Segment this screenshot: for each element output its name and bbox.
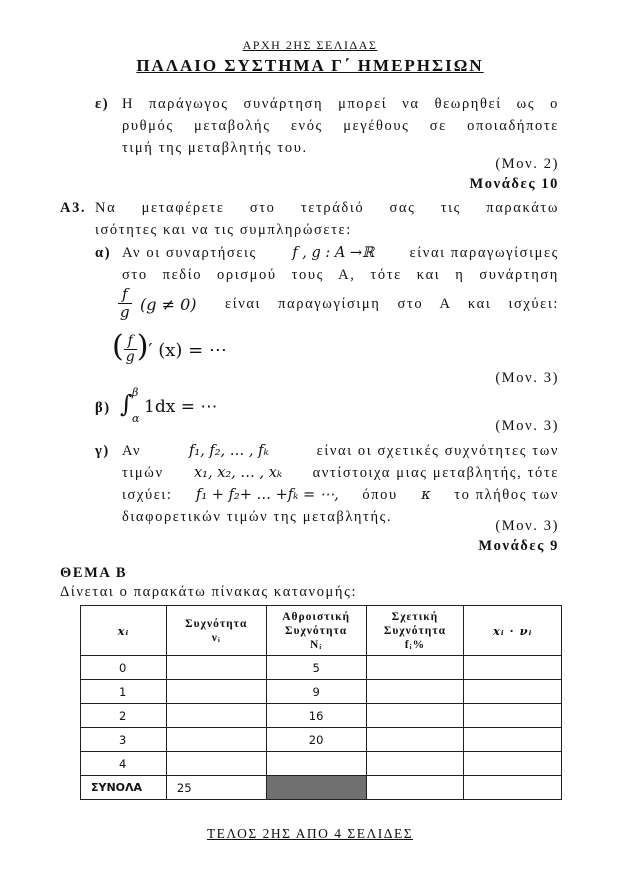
table-cell: 3 [81,728,167,752]
shaded-cell [266,776,366,800]
table-row [81,656,562,680]
table-cell: 1 [81,680,167,704]
table-row [81,728,562,752]
table-cell [366,704,464,728]
theme-b-title: ΘΕΜΑ Β [60,565,128,581]
page-footer: ΤΕΛΟΣ 2ΗΣ ΑΠΟ 4 ΣΕΛΙΔΕΣ [206,826,414,841]
gamma-text-3a: ισχύει: [122,487,173,503]
gamma-line3 [122,487,559,504]
gamma-text-2a: τιμών [122,465,164,481]
table-cell: 20 [266,728,366,752]
total-label: ΣΥΝΟΛΑ [81,776,167,800]
alpha-condition: (g ≠ 0) [140,295,197,314]
table-cell: 9 [266,680,366,704]
total-frequency: 25 [166,776,266,800]
gamma-text-3b: όπου [362,487,398,503]
table-header-row [81,606,562,656]
table-cell [464,656,562,680]
a3-label: Α3. [60,200,87,216]
beta-integral [120,388,240,428]
table-cell: 0 [81,656,167,680]
item-e-line1: Η παράγωγος συνάρτηση μπορεί να θεωρηθεί ως ο [122,96,559,112]
item-e-line3: τιμή της μεταβλητής του. [122,140,308,156]
table-cell [266,752,366,776]
item-e-points: (Μον. 2) [495,156,559,172]
item-e-label: ε) [95,96,110,112]
table-cell [464,776,562,800]
col-header-cumulative: Αθροιστική Συχνότητα Νᵢ [266,606,366,656]
table-cell [366,680,464,704]
frac-denominator: g [120,303,130,321]
alpha-points: (Μον. 3) [495,370,559,386]
alpha-line1 [122,245,559,262]
table-cell [464,752,562,776]
alpha-line3: είναι παραγωγίσιμη στο Α και ισχύει: [225,296,559,312]
table-cell: 2 [81,704,167,728]
integral-upper: β [132,386,139,399]
page-marker: ΑΡΧΗ 2ΗΣ ΣΕΛΙΔΑΣ [242,38,378,52]
gamma-line2 [122,465,559,482]
table-row [81,704,562,728]
gamma-frequencies: f₁, f₂, … , fₖ [189,443,269,459]
deriv-frac-den: g [125,348,135,365]
beta-points: (Μον. 3) [495,418,559,434]
gamma-points: (Μον. 3) [495,518,559,534]
table-cell [166,680,266,704]
a3-intro-line2: ισότητες και να τις συμπληρώσετε: [95,222,352,238]
distribution-table [80,605,562,800]
table-cell [366,752,464,776]
gamma-text-2b: αντίστοιχα μιας μεταβλητής, τότε [312,465,559,481]
alpha-fraction [118,286,132,321]
alpha-line2: στο πεδίο ορισμού τους Α, τότε και η συνάρτηση [122,267,559,283]
table-cell: 4 [81,752,167,776]
col-header-frequency: Συχνότητα νᵢ [166,606,266,656]
alpha-functions: f , g : A →ℝ [292,245,375,261]
col-header-relative: Σχετική Συχνότητα fᵢ% [366,606,464,656]
table-cell: 16 [266,704,366,728]
table-cell [166,728,266,752]
gamma-values: x₁, x₂, … , xₖ [193,465,283,481]
gamma-text-1a: Αν [122,443,142,459]
table-cell [464,728,562,752]
col-header-x: xᵢ [81,606,167,656]
gamma-text-3c: το πλήθος των [454,487,559,503]
col-header-product: xᵢ · νᵢ [464,606,562,656]
gamma-line1 [122,443,559,460]
table-cell [366,656,464,680]
a2-total-points: Μονάδες 10 [469,176,559,192]
gamma-k: κ [421,487,431,503]
table-cell [166,752,266,776]
exam-title: ΠΑΛΑΙΟ ΣΥΣΤΗΜΑ Γ΄ ΗΜΕΡΗΣΙΩΝ [136,56,484,75]
table-cell [464,704,562,728]
frac-numerator: f [118,286,132,304]
integral-body: 1dx = ⋯ [144,397,218,417]
alpha-derivative-expr: ( $\frac{f}{g}$ )′ (x) = ⋯ [112,329,227,365]
beta-label: β) [95,400,111,416]
table-cell [366,728,464,752]
table-row [81,680,562,704]
theme-b-intro: Δίνεται ο παρακάτω πίνακας κατανομής: [60,584,358,600]
integral-sign: ∫ [120,390,133,418]
gamma-label: γ) [95,443,110,459]
derivative-tail: ′ (x) = ⋯ [148,340,227,361]
item-e-line2: ρυθμός μεταβολής ενός μεγέθους σε οποιαδήποτε [122,118,559,134]
alpha-text-a: Αν οι συναρτήσεις [122,245,257,261]
alpha-label: α) [95,245,112,261]
gamma-line4: διαφορετικών τιμών της μεταβλητής. [122,509,393,525]
table-cell [166,704,266,728]
table-cell [166,656,266,680]
gamma-sum: f₁ + f₂+ … +fₖ = ⋯, [196,487,339,503]
integral-lower: α [132,412,140,425]
table-cell [464,680,562,704]
alpha-text-b: είναι παραγωγίσιμες [409,245,559,261]
a3-intro-line1: Να μεταφέρετε στο τετράδιό σας τις παρακάτω [95,200,559,216]
table-row [81,752,562,776]
table-total-row [81,776,562,800]
table-cell: 5 [266,656,366,680]
a3-total-points: Μονάδες 9 [478,538,559,554]
table-cell [366,776,464,800]
gamma-text-1b: είναι οι σχετικές συχνότητες των [316,443,559,459]
deriv-frac-num: f [124,334,137,350]
